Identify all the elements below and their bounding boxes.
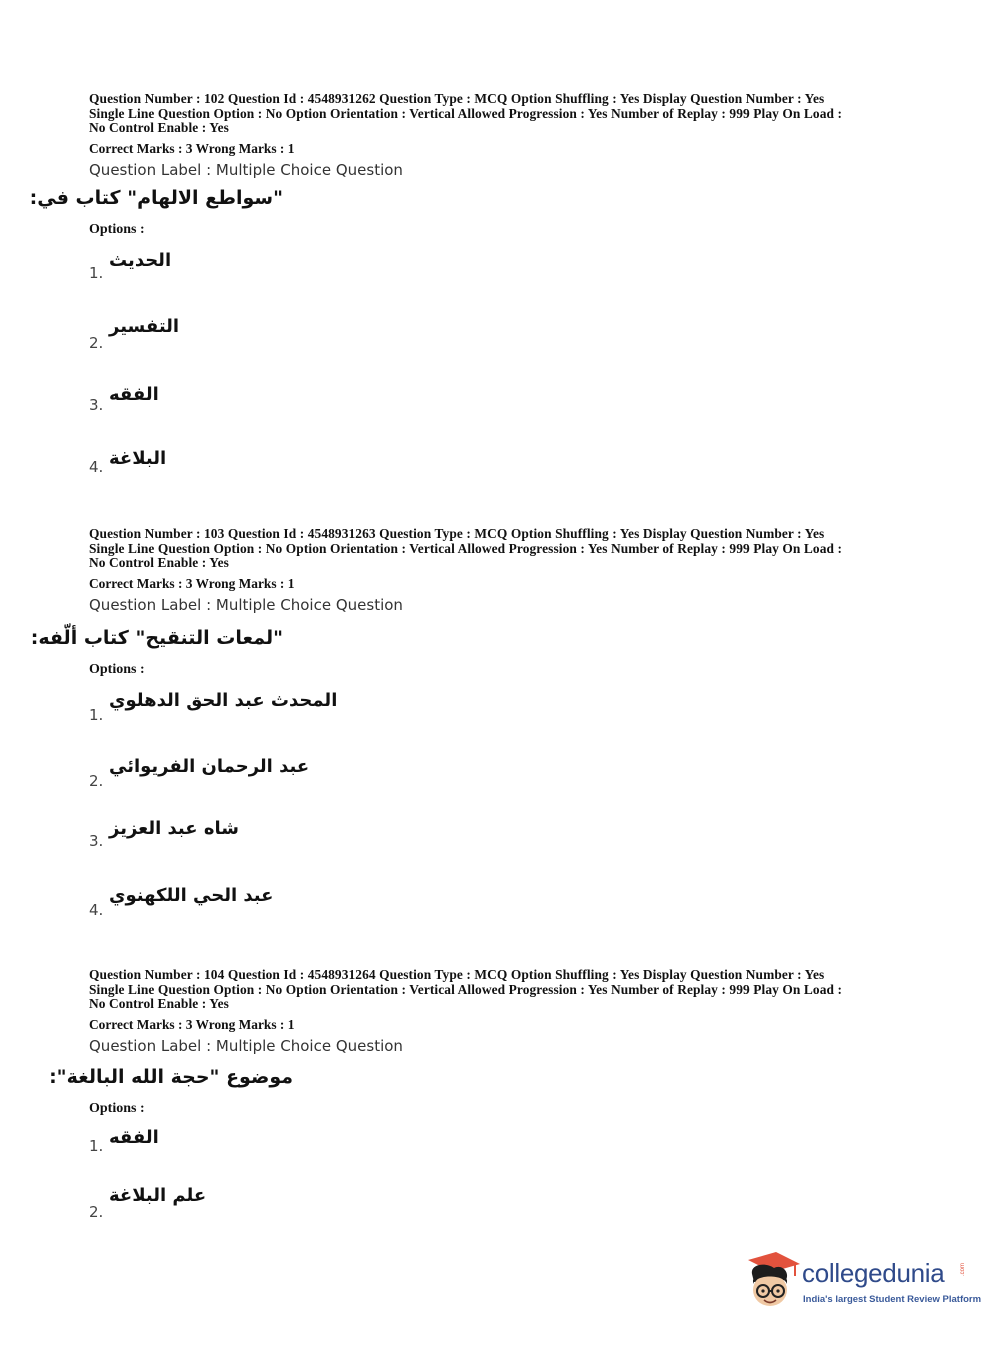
option-item[interactable] xyxy=(89,448,289,488)
question-marks: Correct Marks : 3 Wrong Marks : 1 xyxy=(89,140,295,156)
options-heading: Options : xyxy=(89,222,145,237)
option-text: التفسير xyxy=(109,316,180,337)
option-number: 4. xyxy=(89,901,104,919)
options-heading: Options : xyxy=(89,662,145,677)
logo-wordmark: collegedunia xyxy=(802,1258,945,1288)
option-text: الفقه xyxy=(109,384,159,405)
option-number: 3. xyxy=(89,832,104,850)
option-number: 3. xyxy=(89,396,104,414)
question-meta-line: Question Number : 102 Question Id : 4548931262 Question Type : MCQ Option Shuffling : Yes Display Question Number : Yes xyxy=(89,91,825,106)
option-text: شاه عبد العزيز xyxy=(109,818,239,839)
option-item[interactable] xyxy=(89,1185,289,1225)
question-meta-line: No Control Enable : Yes xyxy=(89,120,229,136)
option-number: 2. xyxy=(89,334,104,352)
option-number: 2. xyxy=(89,772,104,790)
option-text: عبد الحي اللكهنوي xyxy=(109,885,274,906)
question-block-102 xyxy=(89,92,919,179)
question-meta-line: Question Number : 104 Question Id : 4548931264 Question Type : MCQ Option Shuffling : Yes Display Question Number : Yes xyxy=(89,967,825,982)
question-label: Question Label : Multiple Choice Question xyxy=(89,595,403,614)
question-block-103 xyxy=(89,527,919,614)
question-text: "لمعات التنقيح" كتاب ألّفه: xyxy=(30,627,283,649)
options-heading: Options : xyxy=(89,1101,145,1116)
logo-tagline: India's largest Student Review Platform xyxy=(803,1294,982,1305)
mascot-icon xyxy=(742,1250,802,1314)
option-number: 1. xyxy=(89,264,104,282)
option-text: المحدث عبد الحق الدهلوي xyxy=(109,690,338,711)
option-text: عبد الرحمان الفريوائي xyxy=(109,756,310,777)
option-text: علم البلاغة xyxy=(109,1185,207,1206)
option-item[interactable] xyxy=(89,384,289,424)
option-text: البلاغة xyxy=(109,448,167,469)
option-number: 1. xyxy=(89,1137,104,1155)
question-meta-line: No Control Enable : Yes xyxy=(89,996,229,1012)
option-item[interactable] xyxy=(89,885,309,925)
question-label: Question Label : Multiple Choice Question xyxy=(89,1036,403,1055)
option-item[interactable] xyxy=(89,690,338,730)
question-meta-line: No Control Enable : Yes xyxy=(89,555,229,571)
question-meta-line: Single Line Question Option : No Option Orientation : Vertical Allowed Progression : Yes Number of Replay : 999 Play On Load : xyxy=(89,981,843,997)
option-number: 2. xyxy=(89,1203,104,1221)
option-text: الحديث xyxy=(109,250,172,271)
question-block-104 xyxy=(89,968,919,1055)
option-number: 1. xyxy=(89,706,104,724)
question-meta-line: Single Line Question Option : No Option Orientation : Vertical Allowed Progression : Yes Number of Replay : 999 Play On Load : xyxy=(89,105,843,121)
option-text: الفقه xyxy=(109,1127,159,1148)
option-number: 4. xyxy=(89,458,104,476)
option-item[interactable] xyxy=(89,1127,289,1167)
question-meta-line: Single Line Question Option : No Option Orientation : Vertical Allowed Progression : Yes Number of Replay : 999 Play On Load : xyxy=(89,540,843,556)
option-item[interactable] xyxy=(89,250,289,290)
collegedunia-logo xyxy=(742,1250,982,1314)
question-text: "سواطع الالهام" كتاب في: xyxy=(29,187,283,209)
option-item[interactable] xyxy=(89,756,309,796)
question-meta-line: Question Number : 103 Question Id : 4548931263 Question Type : MCQ Option Shuffling : Yes Display Question Number : Yes xyxy=(89,526,825,541)
question-marks: Correct Marks : 3 Wrong Marks : 1 xyxy=(89,1016,295,1032)
logo-com: .com xyxy=(960,1262,966,1276)
option-item[interactable] xyxy=(89,818,309,858)
question-marks: Correct Marks : 3 Wrong Marks : 1 xyxy=(89,575,295,591)
question-label: Question Label : Multiple Choice Question xyxy=(89,160,403,179)
question-text: موضوع "حجة الله البالغة": xyxy=(49,1066,293,1088)
option-item[interactable] xyxy=(89,316,289,356)
